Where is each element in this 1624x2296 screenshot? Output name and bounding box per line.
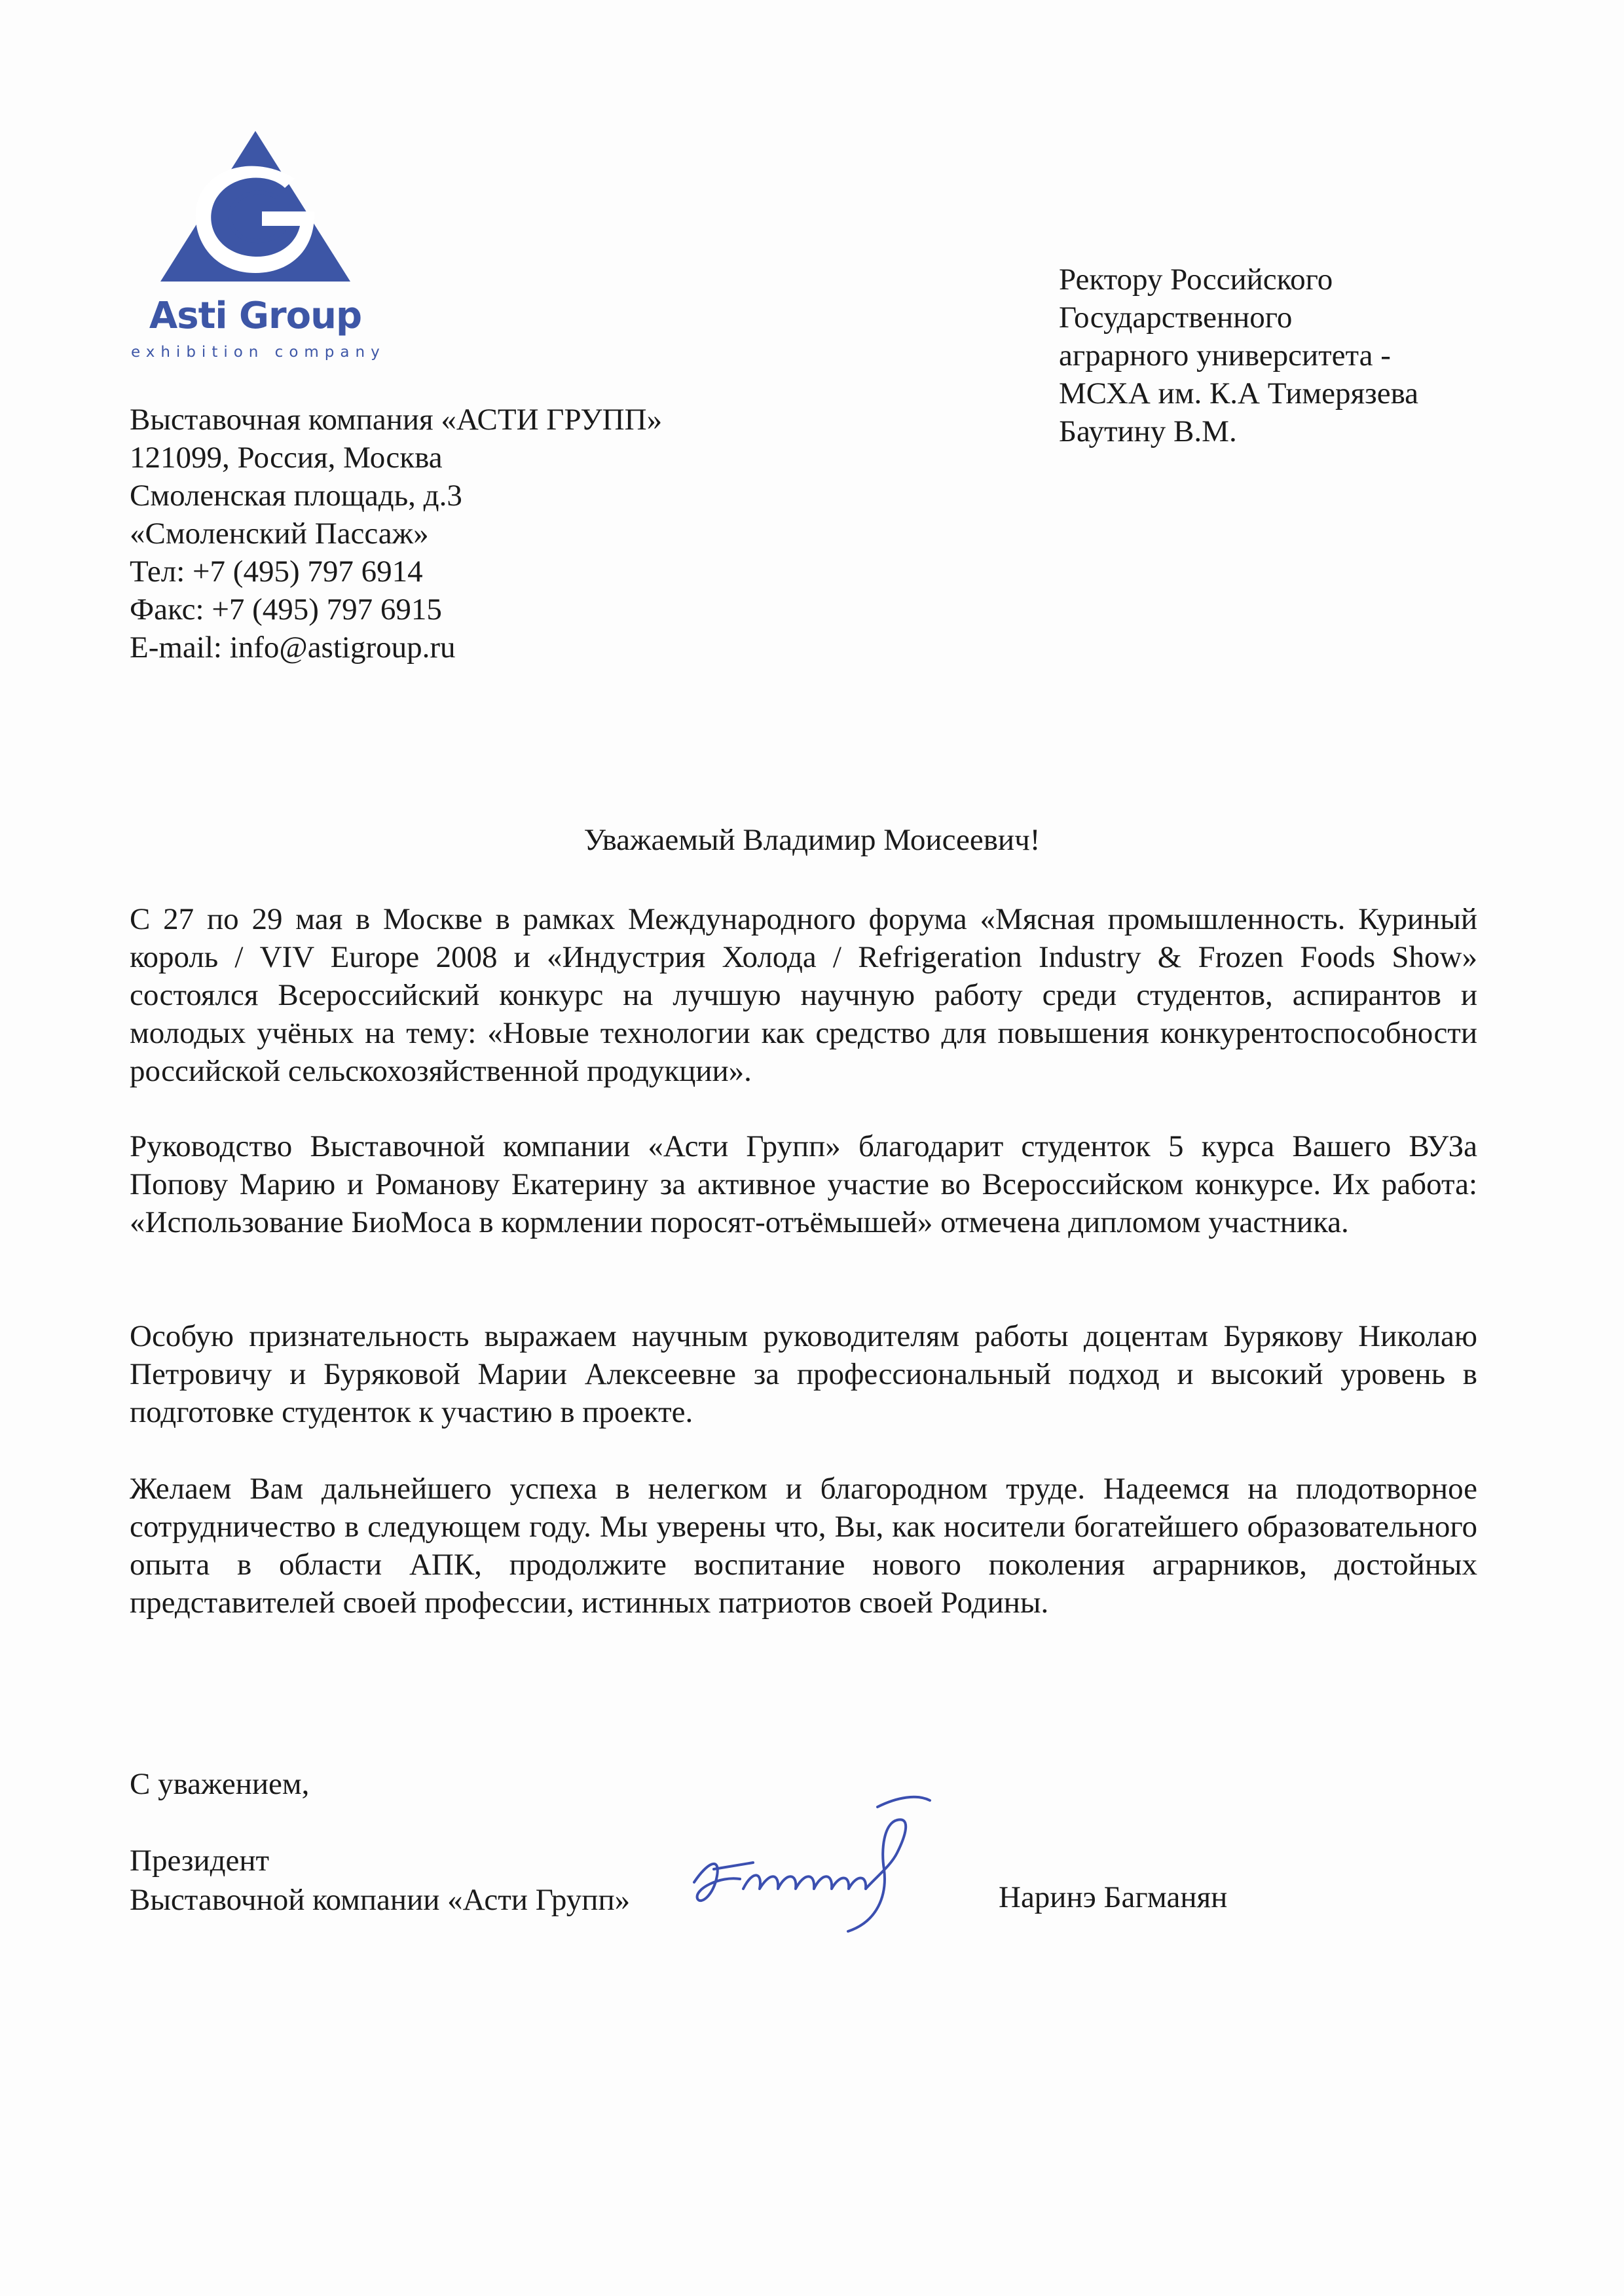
sender-company: Выставочная компания «АСТИ ГРУПП» [130,403,663,437]
logo-wordmark: Asti Group [149,295,362,337]
addressee-line: Ректору Российского [1059,263,1333,297]
signatory-position: Президент [130,1844,270,1878]
body-paragraph-2: Руководство Выставочной компании «Асти Групп» благодарит студенток 5 курса Вашего ВУЗа Попову Марию и Романову Екатерину за активное участие во Всероссийском конкурсе. Их работа: «Использование БиоМоса в кормлении поросят-отъёмышей» отмечена дипломом участника. [130,1129,1477,1239]
asti-group-logo-icon [157,128,354,285]
sender-email: E-mail: info@astigroup.ru [130,630,456,665]
closing-regards: С уважением, [130,1767,310,1801]
addressee-name: Баутину В.М. [1059,414,1237,448]
salutation: Уважаемый Владимир Моисеевич! [583,823,1041,857]
company-logo [131,128,386,363]
addressee-block [1059,261,1418,450]
logo-tagline: exhibition company [131,344,386,361]
signer-name: Наринэ Багманян [999,1880,1228,1914]
sender-street: Смоленская площадь, д.3 [130,479,462,513]
addressee-line: аграрного университета - [1059,338,1391,373]
sender-address-block [130,401,662,666]
body-paragraph-4: Желаем Вам дальнейшего успеха в нелегком и благородном труде. Надеемся на плодотворное сотрудничество в следующем году. Мы уверены что, Вы, как носители богатейшего образовательного опыта в области АПК, продолжите воспитание нового поколения аграрников, достойных представителей своей профессии, истинных патриотов своей Родины. [130,1472,1477,1620]
signatory-title [130,1841,630,1920]
sender-fax: Факс: +7 (495) 797 6915 [130,592,442,627]
addressee-line: МСХА им. К.А Тимерязева [1059,376,1419,410]
addressee-line: Государственного [1059,301,1293,335]
sender-building: «Смоленский Пассаж» [130,517,429,551]
handwritten-signature [681,1791,989,1941]
signatory-company: Выставочной компании «Асти Групп» [130,1883,631,1917]
sender-phone: Тел: +7 (495) 797 6914 [130,555,423,589]
body-paragraph-1: С 27 по 29 мая в Москве в рамках Международного форума «Мясная промышленность. Куриный король / VIV Europe 2008 и «Индустрия Холода / Refrigeration Industry & Frozen Foods Show» состоялся Всероссийский конкурс на лучшую научную работу среди студентов, аспирантов и молодых учёных на тему: «Новые технологии как средство для повышения конкурентоспособности российской сельскохозяйственной продукции». [130,902,1477,1088]
body-paragraph-3: Особую признательность выражаем научным руководителям работы доцентам Бурякову Николаю Петровичу и Буряковой Марии Алексеевне за профессиональный подход и высокий уровень в подготовке студенток к участию в проекте. [130,1319,1477,1429]
sender-city: 121099, Россия, Москва [130,441,443,475]
